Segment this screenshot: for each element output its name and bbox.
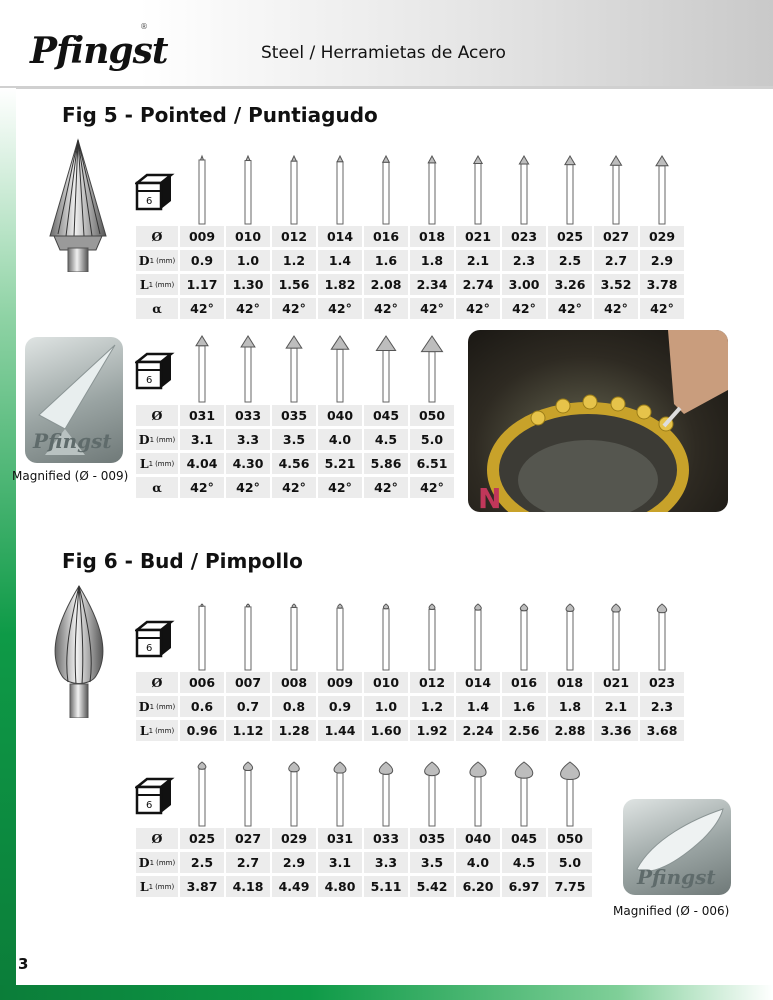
d1-cell: 2.9 (272, 852, 316, 873)
sizes-cell: 040 (318, 405, 362, 426)
l1-cell: 1.17 (180, 274, 224, 295)
sizes-cell: 014 (318, 226, 362, 247)
l1-label: L 1 (mm) (136, 453, 178, 474)
bud-bur-drawing (334, 762, 346, 826)
d1-cell: 1.6 (502, 696, 546, 717)
angle-cell: 42° (410, 477, 454, 498)
l1-cell: 2.88 (548, 720, 592, 741)
sizes-cell: 021 (594, 672, 638, 693)
sizes-cell: 033 (364, 828, 408, 849)
bud-bur-drawing (470, 762, 486, 826)
d1-cell: 2.1 (594, 696, 638, 717)
sizes-cell: 027 (594, 226, 638, 247)
angle-cell: 42° (456, 298, 500, 319)
pointed-bur-drawing (428, 156, 436, 224)
sizes-cell: 018 (548, 672, 592, 693)
d1-cell: 0.6 (180, 696, 224, 717)
angle-cell: 42° (594, 298, 638, 319)
d1-cell: 2.5 (180, 852, 224, 873)
sizes-cell: 035 (272, 405, 316, 426)
sizes-cell: 016 (502, 672, 546, 693)
l1-cell: 4.04 (180, 453, 224, 474)
l1-cell: 2.74 (456, 274, 500, 295)
sizes-cell: 018 (410, 226, 454, 247)
bud-bur-drawing (337, 604, 343, 670)
bud-bur-drawing (199, 604, 205, 670)
l1-cell: 1.92 (410, 720, 454, 741)
l1-cell: 3.68 (640, 720, 684, 741)
l1-cell: 1.28 (272, 720, 316, 741)
sizes-cell: 016 (364, 226, 408, 247)
footer-accent-bar (0, 985, 773, 1000)
d1-cell: 2.1 (456, 250, 500, 271)
sizes-cell: 027 (226, 828, 270, 849)
l1-cell: 1.30 (226, 274, 270, 295)
d1-cell: 1.0 (364, 696, 408, 717)
l1-cell: 5.21 (318, 453, 362, 474)
d1-label: D 1 (mm) (136, 250, 178, 271)
sizes-cell: 031 (180, 405, 224, 426)
d1-cell: 1.4 (318, 250, 362, 271)
bud-bur-drawing (243, 762, 252, 826)
bud-bur-drawing (612, 604, 621, 670)
page-number: 3 (18, 955, 29, 973)
d1-cell: 4.5 (364, 429, 408, 450)
bud-bur-drawing (379, 762, 392, 826)
pointed-bur-drawing (656, 156, 668, 224)
l1-cell: 1.44 (318, 720, 362, 741)
d1-label: D 1 (mm) (136, 852, 178, 873)
l1-cell: 3.00 (502, 274, 546, 295)
fig6-title: Fig 6 - Bud / Pimpollo (62, 549, 303, 573)
sizes-cell: 012 (410, 672, 454, 693)
sizes-cell: 040 (456, 828, 500, 849)
d1-cell: 5.0 (548, 852, 592, 873)
d1-cell: 3.1 (318, 852, 362, 873)
d1-cell: 3.5 (410, 852, 454, 873)
bud-bur-drawing (289, 762, 300, 826)
pack-box-icon (135, 352, 175, 392)
sizes-cell: 010 (364, 672, 408, 693)
d1-cell: 5.0 (410, 429, 454, 450)
angle-cell: 42° (226, 477, 270, 498)
pointed-bur-drawing (383, 156, 390, 224)
d1-cell: 2.3 (640, 696, 684, 717)
pack-box-icon (135, 777, 175, 817)
l1-cell: 4.56 (272, 453, 316, 474)
pack-quantity: 6 (146, 643, 153, 654)
fig6-bur-row-2 (180, 758, 600, 828)
photo-watermark: Pfingst (637, 865, 716, 889)
l1-cell: 4.49 (272, 876, 316, 897)
sizes-cell: 010 (226, 226, 270, 247)
magnified-photo-006 (623, 799, 731, 895)
pointed-bur-illustration (44, 138, 112, 272)
sizes-cell: 009 (180, 226, 224, 247)
pointed-bur-drawing (474, 156, 482, 224)
pointed-bur-drawing (610, 156, 621, 224)
sizes-cell: 025 (548, 226, 592, 247)
d1-cell: 1.2 (410, 696, 454, 717)
header-title: Steel / Herramietas de Acero (261, 43, 506, 63)
pointed-bur-drawing (519, 156, 528, 224)
d1-cell: 3.3 (364, 852, 408, 873)
d1-cell: 3.1 (180, 429, 224, 450)
l1-cell: 3.26 (548, 274, 592, 295)
d1-cell: 1.4 (456, 696, 500, 717)
angle-cell: 42° (226, 298, 270, 319)
pointed-bur-drawing (337, 156, 343, 224)
sizes-cell: 031 (318, 828, 362, 849)
photo-watermark: Pfingst (33, 429, 112, 453)
l1-cell: 4.30 (226, 453, 270, 474)
bud-bur-drawing (475, 604, 482, 670)
size-label: Ø (136, 828, 178, 849)
sizes-cell: 006 (180, 672, 224, 693)
l1-cell: 2.08 (364, 274, 408, 295)
l1-cell: 6.20 (456, 876, 500, 897)
sizes-cell: 012 (272, 226, 316, 247)
magnified-caption-009: Magnified (Ø - 009) (12, 469, 129, 483)
d1-cell: 1.8 (548, 696, 592, 717)
sizes-cell: 014 (456, 672, 500, 693)
bud-bur-drawing (561, 762, 580, 826)
svg-text:N: N (478, 482, 502, 512)
sizes-cell: 050 (410, 405, 454, 426)
registered-mark: ® (140, 22, 148, 31)
d1-cell: 2.7 (594, 250, 638, 271)
d1-cell: 2.3 (502, 250, 546, 271)
d1-cell: 1.2 (272, 250, 316, 271)
pointed-bur-drawing (199, 156, 205, 224)
l1-cell: 1.56 (272, 274, 316, 295)
bud-bur-drawing (245, 604, 251, 670)
angle-cell: 42° (364, 477, 408, 498)
angle-cell: 42° (318, 477, 362, 498)
size-label: Ø (136, 226, 178, 247)
d1-cell: 0.7 (226, 696, 270, 717)
bud-bur-drawing (383, 604, 389, 670)
angle-label: α (136, 477, 178, 498)
sizes-cell: 029 (272, 828, 316, 849)
l1-label: L 1 (mm) (136, 720, 178, 741)
angle-cell: 42° (410, 298, 454, 319)
l1-cell: 5.42 (410, 876, 454, 897)
pack-box-icon (135, 620, 175, 660)
bud-bur-drawing (429, 604, 435, 670)
sizes-cell: 021 (456, 226, 500, 247)
pointed-bur-drawing (286, 336, 302, 402)
l1-cell: 5.11 (364, 876, 408, 897)
bud-bur-drawing (566, 604, 574, 670)
sizes-cell: 023 (640, 672, 684, 693)
fig6-bur-row-1 (180, 600, 680, 672)
pointed-bur-drawing (331, 336, 348, 402)
magnified-photo-009 (25, 337, 123, 463)
bud-bur-drawing (657, 604, 666, 670)
angle-cell: 42° (318, 298, 362, 319)
sizes-cell: 050 (548, 828, 592, 849)
application-photo (468, 330, 728, 512)
bud-bur-drawing (291, 604, 297, 670)
d1-cell: 1.8 (410, 250, 454, 271)
bud-bur-drawing (520, 604, 527, 670)
l1-cell: 2.34 (410, 274, 454, 295)
d1-cell: 2.9 (640, 250, 684, 271)
l1-cell: 5.86 (364, 453, 408, 474)
bud-bur-drawing (198, 762, 206, 826)
d1-cell: 1.6 (364, 250, 408, 271)
angle-cell: 42° (272, 477, 316, 498)
d1-label: D 1 (mm) (136, 429, 178, 450)
d1-cell: 0.9 (180, 250, 224, 271)
sizes-cell: 029 (640, 226, 684, 247)
pointed-bur-drawing (196, 336, 208, 402)
l1-cell: 3.36 (594, 720, 638, 741)
angle-cell: 42° (364, 298, 408, 319)
sizes-cell: 045 (364, 405, 408, 426)
l1-cell: 2.24 (456, 720, 500, 741)
pointed-bur-drawing (241, 336, 255, 402)
sizes-cell: 035 (410, 828, 454, 849)
d1-cell: 4.0 (456, 852, 500, 873)
l1-cell: 1.12 (226, 720, 270, 741)
bud-bur-drawing (425, 762, 440, 826)
angle-cell: 42° (548, 298, 592, 319)
fig5-bur-row-2 (180, 334, 460, 404)
d1-cell: 0.8 (272, 696, 316, 717)
d1-cell: 4.0 (318, 429, 362, 450)
fig5-title: Fig 5 - Pointed / Puntiagudo (62, 103, 378, 127)
brand-logo: Pfingst (30, 30, 168, 72)
angle-label: α (136, 298, 178, 319)
magnified-caption-006: Magnified (Ø - 006) (613, 904, 730, 918)
pointed-bur-drawing (565, 156, 575, 224)
angle-cell: 42° (180, 477, 224, 498)
d1-cell: 1.0 (226, 250, 270, 271)
pointed-bur-drawing (291, 156, 297, 224)
sizes-cell: 025 (180, 828, 224, 849)
header-divider (0, 86, 773, 89)
pack-quantity: 6 (146, 375, 153, 386)
l1-cell: 1.60 (364, 720, 408, 741)
sizes-cell: 008 (272, 672, 316, 693)
d1-cell: 4.5 (502, 852, 546, 873)
sizes-cell: 007 (226, 672, 270, 693)
pack-box-icon (135, 173, 175, 213)
bud-bur-drawing (515, 762, 532, 826)
sizes-cell: 033 (226, 405, 270, 426)
l1-cell: 0.96 (180, 720, 224, 741)
pointed-bur-drawing (376, 336, 395, 402)
d1-cell: 3.5 (272, 429, 316, 450)
l1-cell: 3.87 (180, 876, 224, 897)
l1-cell: 4.80 (318, 876, 362, 897)
d1-label: D 1 (mm) (136, 696, 178, 717)
d1-cell: 0.9 (318, 696, 362, 717)
angle-cell: 42° (502, 298, 546, 319)
sizes-cell: 045 (502, 828, 546, 849)
l1-cell: 3.78 (640, 274, 684, 295)
pointed-bur-drawing (422, 336, 443, 402)
pack-quantity: 6 (146, 800, 153, 811)
pack-quantity: 6 (146, 196, 153, 207)
l1-cell: 6.51 (410, 453, 454, 474)
d1-cell: 2.5 (548, 250, 592, 271)
angle-cell: 42° (272, 298, 316, 319)
pointed-bur-drawing (245, 156, 251, 224)
l1-cell: 1.82 (318, 274, 362, 295)
size-label: Ø (136, 405, 178, 426)
d1-cell: 3.3 (226, 429, 270, 450)
sizes-cell: 023 (502, 226, 546, 247)
left-accent-strip (0, 88, 16, 1000)
l1-label: L 1 (mm) (136, 274, 178, 295)
size-label: Ø (136, 672, 178, 693)
l1-cell: 2.56 (502, 720, 546, 741)
l1-cell: 3.52 (594, 274, 638, 295)
d1-cell: 2.7 (226, 852, 270, 873)
bud-bur-illustration (50, 584, 108, 718)
fig5-bur-row-1 (180, 154, 680, 226)
angle-cell: 42° (640, 298, 684, 319)
l1-cell: 6.97 (502, 876, 546, 897)
l1-cell: 7.75 (548, 876, 592, 897)
l1-cell: 4.18 (226, 876, 270, 897)
angle-cell: 42° (180, 298, 224, 319)
l1-label: L 1 (mm) (136, 876, 178, 897)
sizes-cell: 009 (318, 672, 362, 693)
